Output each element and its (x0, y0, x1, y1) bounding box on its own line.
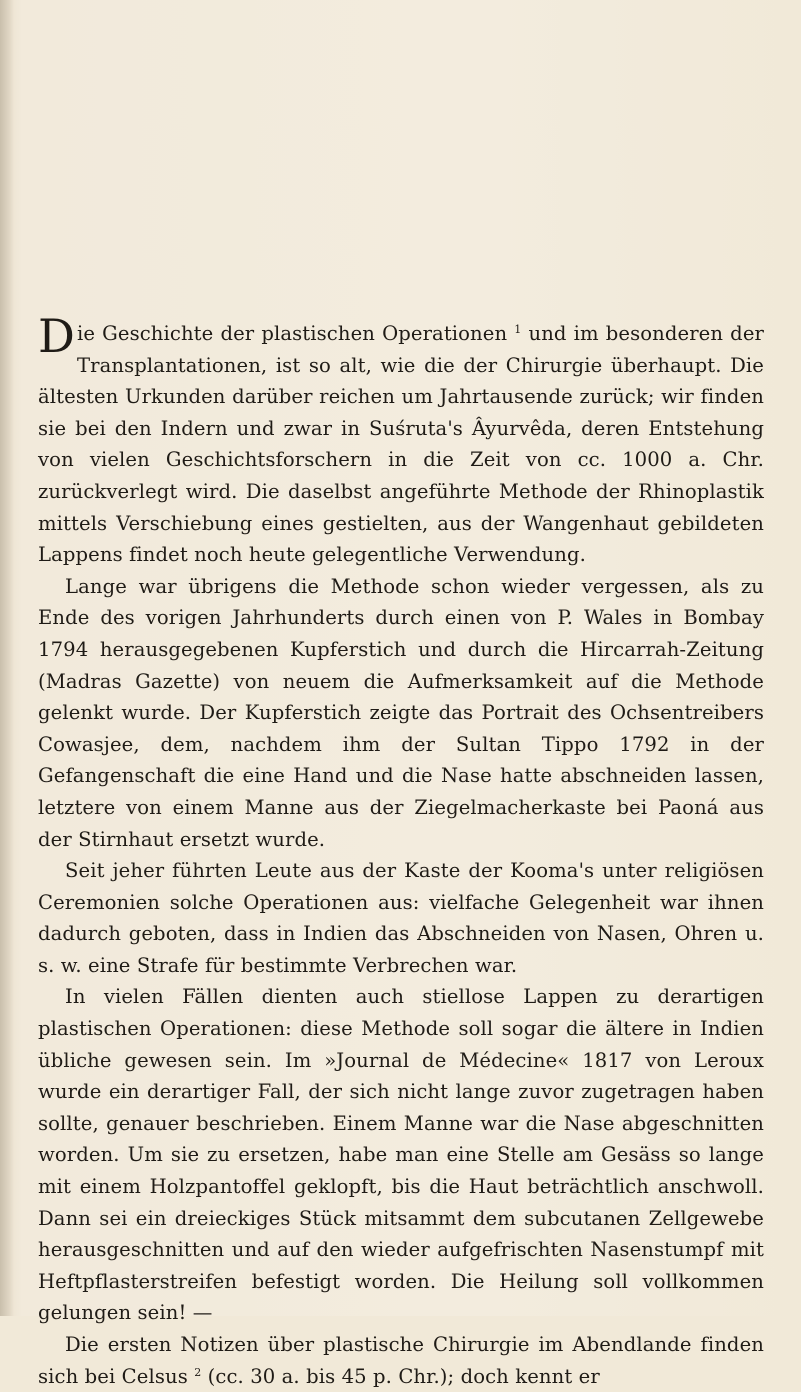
paragraph-5-text-b: (cc. 30 a. bis 45 p. Chr.); doch kennt er (201, 1364, 600, 1388)
body-text (38, 309, 764, 1392)
paragraph-1 (38, 309, 764, 571)
paragraph-3 (38, 855, 764, 981)
paragraph-5-text-a: Die ersten Notizen über plastische Chirurgie im Abendlande finden sich bei Celsus (38, 1333, 764, 1388)
paragraph-4-text: In vielen Fällen dienten auch stiellose Lappen zu derartigen plastischen Operationen: diese Methode soll sogar die ältere in Indien übliche gewesen sein. Im »Journal de Médecine« 1817 von Leroux wurde ein derartiger Fall, der sich nicht lange zuvor zugetragen haben sollte, genauer beschrieben. Einem Manne war die Nase abgeschnitten worden. Um sie zu ersetzen, habe man eine Stelle am Gesäss so lange mit einem Holzpantoffel geklopft, bis die Haut beträchtlich anschwoll. Dann sei ein dreieckiges Stück mitsammt dem subcutanen Zellgewebe herausgeschnitten und auf den wieder aufgefrischten Nasenstumpf mit Heftpflasterstreifen befestigt worden. Die Heilung soll vollkommen gelungen sein! — (38, 985, 764, 1325)
paragraph-2-text: Lange war übrigens die Methode schon wieder vergessen, als zu Ende des vorigen Jahrhunderts durch einen von P. Wales in Bombay 1794 herausgegebenen Kupferstich und durch die Hircarrah-Zeitung (Madras Gazette) von neuem die Aufmerksamkeit auf die Methode gelenkt wurde. Der Kupferstich zeigte das Portrait des Ochsentreibers Cowasjee, dem, nachdem ihm der Sultan Tippo 1792 in der Gefangenschaft die eine Hand und die Nase hatte abschneiden lassen, letztere von einem Manne aus der Ziegelmacherkaste bei Paoná aus der Stirnhaut ersetzt wurde. (38, 574, 764, 851)
paragraph-4 (38, 981, 764, 1329)
footnote-ref-1: 1 (514, 323, 522, 336)
paragraph-2 (38, 571, 764, 855)
paragraph-5 (38, 1329, 764, 1392)
page-gutter-shadow (0, 0, 14, 1316)
paragraph-1-text-b: und im besonderen der Transplantationen, ist so alt, wie die der Chirurgie überhaupt. Die ältesten Urkunden darüber reichen um Jahrtausende zurück; wir finden sie bei den Indern und zwar in Suśruta's Âyurvêda, deren Entstehung von vielen Geschichtsforschern in die Zeit von cc. 1000 a. Chr. zurückverlegt wird. Die daselbst angeführte Methode der Rhinoplastik mittels Verschiebung eines gestielten, aus der Wangenhaut gebildeten Lappens findet noch heute gelegentliche Verwendung. (38, 322, 764, 567)
paragraph-1-text-a: ie Geschichte der plastischen Operationen (76, 322, 515, 345)
paragraph-3-text: Seit jeher führten Leute aus der Kaste der Kooma's unter religiösen Ceremonien solche Operationen aus: vielfache Gelegenheit war ihnen dadurch geboten, dass in Indien das Abschneiden von Nasen, Ohren u. s. w. eine Strafe für bestimmte Verbrechen war. (38, 859, 764, 977)
footnote-ref-2: 2 (194, 1365, 202, 1379)
drop-cap-initial: D (38, 309, 75, 363)
